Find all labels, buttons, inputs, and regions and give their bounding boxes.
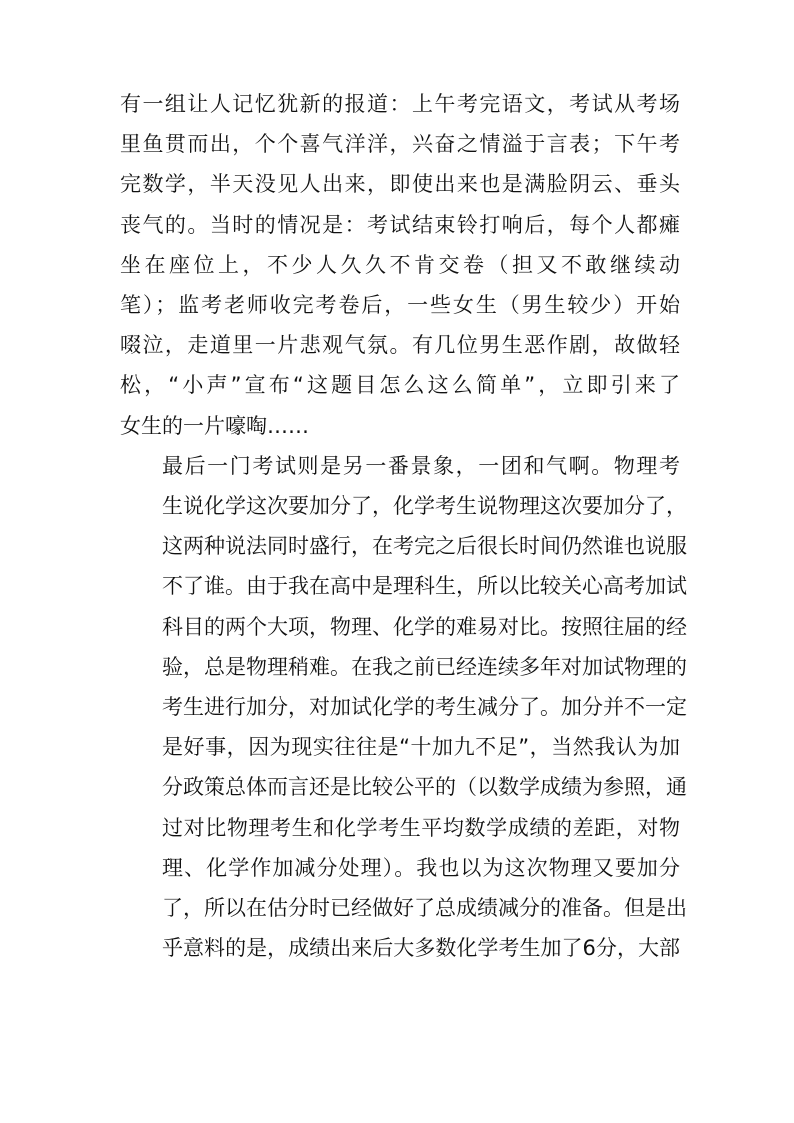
text-line: 科目的两个大项，物理、化学的难易对比。按照往届的经 bbox=[162, 614, 687, 639]
text-line: 最后一门考试则是另一番景象，一团和气啊。物理考 bbox=[162, 453, 680, 478]
text-line: 这两种说法同时盛行，在考完之后很长时间仍然谁也说服 bbox=[162, 534, 687, 559]
text-line: 有一组让人记忆犹新的报道：上午考完语文，考试从考场 bbox=[120, 92, 680, 116]
text-line: 是好事，因为现实往往是“十加九不足”，当然我认为加 bbox=[162, 735, 680, 760]
text-line: 丧气的。当时的情况是：考试结束铃打响后，每个人都瘫 bbox=[120, 212, 680, 237]
text-line: 了，所以在估分时已经做好了总成绩减分的准备。但是出 bbox=[162, 896, 687, 921]
text-line: 过对比物理考生和化学考生平均数学成绩的差距，对物 bbox=[162, 815, 680, 840]
body-text bbox=[120, 84, 687, 968]
text-line: 乎意料的是，成绩出来后大多数化学考生加了6分，大部 bbox=[162, 936, 680, 961]
text-line: 松，“小声”宣布“这题目怎么这么简单”，立即引来了 bbox=[120, 373, 680, 398]
text-line: 不了谁。由于我在高中是理科生，所以比较关心高考加试 bbox=[162, 574, 687, 599]
text-line: 生说化学这次要加分了，化学考生说物理这次要加分了， bbox=[162, 494, 687, 519]
paragraph bbox=[120, 84, 680, 446]
text-line: 女生的一片嚎啕…… bbox=[120, 413, 309, 438]
text-line: 啜泣，走道里一片悲观气氛。有几位男生恶作剧，故做轻 bbox=[120, 333, 680, 358]
text-line: 里鱼贯而出，个个喜气洋洋，兴奋之情溢于言表；下午考 bbox=[120, 132, 680, 157]
text-line: 坐在座位上，不少人久久不肯交卷（担又不敢继续动 bbox=[120, 252, 680, 277]
text-line: 笔）；监考老师收完考卷后，一些女生（男生较少）开始 bbox=[120, 293, 680, 318]
text-line: 理、化学作加减分处理）。我也以为这次物理又要加分 bbox=[162, 855, 680, 880]
text-line: 完数学，半天没见人出来，即使出来也是满脸阴云、垂头 bbox=[120, 172, 680, 197]
text-line: 分政策总体而言还是比较公平的（以数学成绩为参照，通 bbox=[162, 775, 687, 800]
text-line: 验，总是物理稍难。在我之前已经连续多年对加试物理的 bbox=[162, 654, 687, 679]
text-line: 考生进行加分，对加试化学的考生减分了。加分并不一定 bbox=[162, 695, 687, 720]
paragraph bbox=[120, 446, 687, 969]
